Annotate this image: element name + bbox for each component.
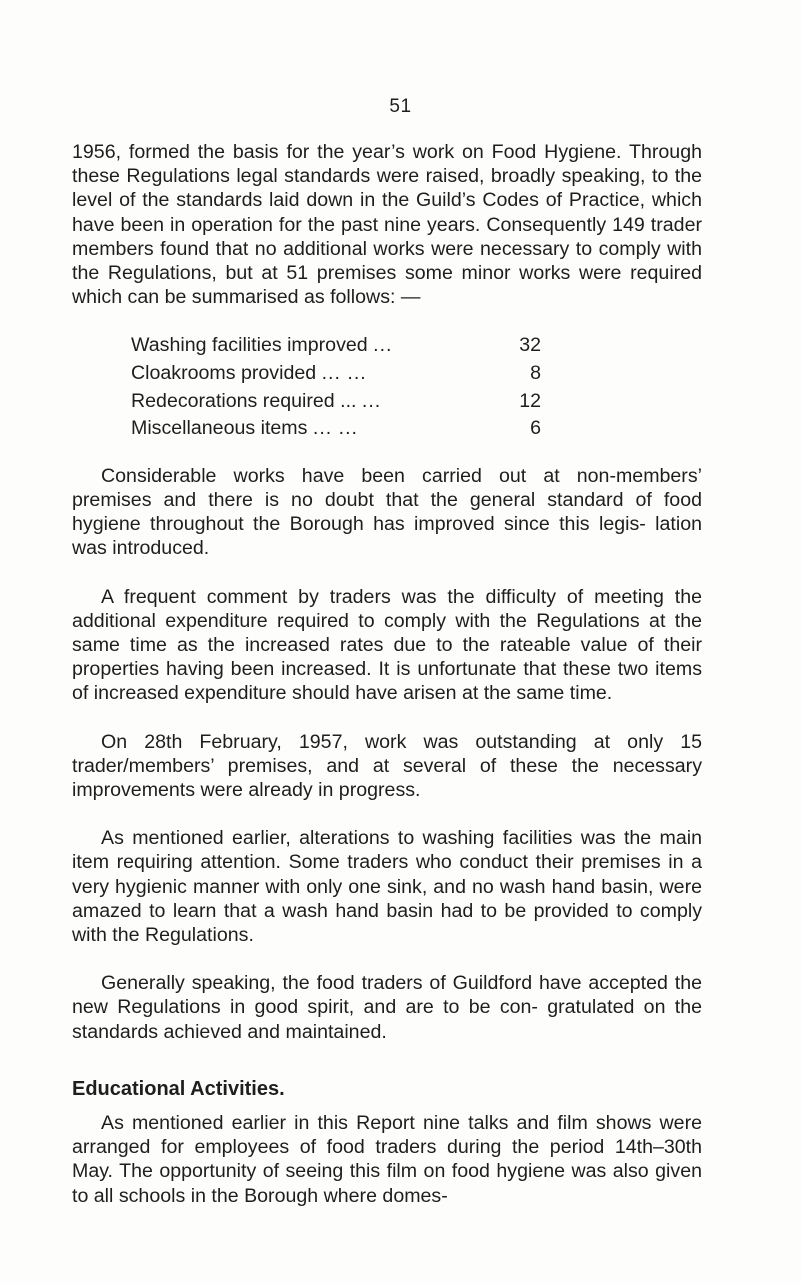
summary-row [131,333,541,361]
summary-value: 32 [519,334,541,357]
paragraph-washing-facilities: As mentioned earlier, alterations to washing facilities was the main item requiring attention. Some traders who conduct their premises in a very hygienic manner with only one sink, and no wash hand basin, were amazed to learn that a wash hand basin had to be provided to comply with the Regulations. [72,827,702,947]
paragraph-general-acceptance: Generally speaking, the food traders of Guildford have accepted the new Regulations in good spirit, and are to be con- gratulated on the standards achieved and maintained. [72,972,702,1043]
paragraph-talks-and-film-shows: As mentioned earlier in this Report nine talks and film shows were arranged for employees of food traders during the period 14th–30th May. The opportunity of seeing this film on food hygiene was also given to all schools in the Borough where domes- [72,1112,702,1207]
summary-row [131,361,541,389]
summary-value: 8 [530,362,541,385]
summary-label: Redecorations required ... [131,389,357,412]
paragraph-outstanding-work: On 28th February, 1957, work was outstanding at only 15 trader/members’ premises, and at several of these the necessary improvements were already in progress. [72,730,702,802]
summary-value: 6 [530,417,541,440]
summary-row [131,389,541,417]
paragraph-non-members-works: Considerable works have been carried out at non-members’ premises and there is no doubt that the general standard of food hygiene throughout the Borough has improved since this legis- lation was introduced. [72,464,702,560]
page-number: 51 [389,96,412,117]
summary-value: 12 [519,389,541,412]
summary-dots: ... [361,389,382,412]
paragraph-food-hygiene-regulations: 1956, formed the basis for the year’s work on Food Hygiene. Through these Regulations legal standards were raised, broadly speaking, to the level of the standards laid down in the Guild’s Codes of Practice, which have been in operation for the past nine years. Consequently 149 trader members found that no additional works were necessary to comply with the Regulations, but at 51 premises some minor works were required which can be summarised as follows: — [72,141,702,309]
works-summary-table [131,333,541,443]
summary-label: Miscellaneous items [131,417,308,440]
paragraph-expenditure-comment: A frequent comment by traders was the difficulty of meeting the additional expenditure required to comply with the Regulations at the same time as the increased rates due to the rateable value of their properties having been increased. It is unfortunate that these two items of increased expenditure should have arisen at the same time. [72,585,702,705]
summary-dots: ... [373,334,393,357]
summary-row [131,416,541,444]
summary-dots: ... ... [321,362,367,385]
section-heading-educational-activities: Educational Activities. [72,1077,285,1100]
summary-label: Washing facilities improved [131,334,368,357]
document-body [72,140,702,1232]
summary-label: Cloakrooms provided [131,362,317,385]
summary-dots: ... ... [312,417,358,440]
